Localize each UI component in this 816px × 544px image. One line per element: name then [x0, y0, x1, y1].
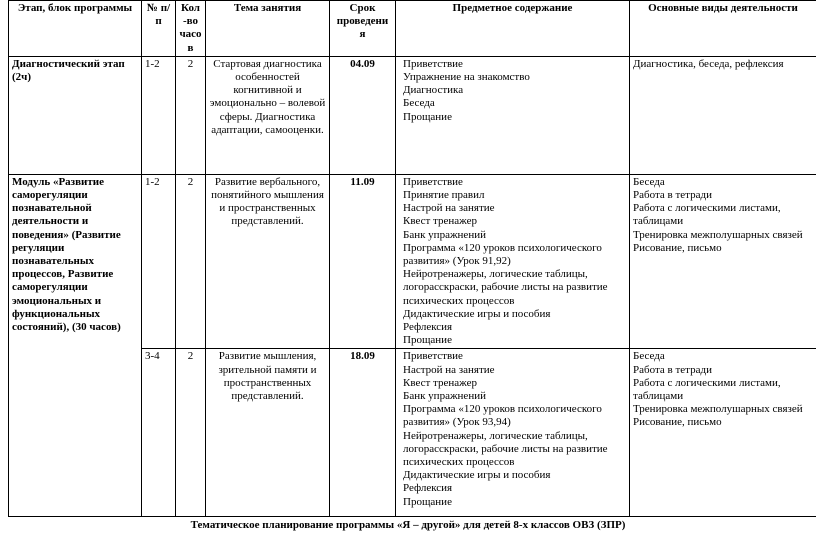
header-row — [9, 1, 816, 57]
stage-cell: Модуль «Развитие саморегуляции познавательной деятельности и поведения» (Развитие регуляции познавательных процессов, Развитие саморегуляции эмоциональных и функциональных состояний), (30 часов) — [9, 174, 142, 517]
content-item: Программа «120 уроков психологического развития» (Урок 93,94) — [403, 403, 602, 429]
activity-item: Рисование, письмо — [633, 241, 722, 254]
table-caption: Тематическое планирование программы «Я – другой» для детей 8-х классов ОВЗ (ЗПР) — [190, 519, 626, 531]
content-item: Нейротренажеры, логические таблицы, логорасскраски, рабочие листы на развитие психических процессов — [403, 429, 608, 469]
content-item: Рефлексия — [403, 482, 453, 495]
content-item: Приветствие — [403, 57, 463, 70]
content-cell — [396, 56, 630, 174]
content-item: Прощание — [403, 495, 452, 508]
header-date: Срок проведени я — [330, 1, 396, 57]
content-item: Прощание — [403, 334, 452, 347]
content-item: Прощание — [403, 110, 452, 123]
content-item: Нейротренажеры, логические таблицы, логорасскраски, рабочие листы на развитие психических процессов — [403, 268, 608, 307]
content-item: Принятие правил — [403, 189, 485, 202]
activity-item: Работа в тетради — [633, 363, 712, 376]
num-cell: 1-2 — [142, 174, 176, 349]
header-stage: Этап, блок программы — [9, 1, 142, 57]
date-cell: 04.09 — [330, 56, 396, 174]
stage-cell: Диагностический этап (2ч) — [9, 56, 142, 174]
date-cell: 11.09 — [330, 174, 396, 349]
header-activities: Основные виды деятельности — [630, 1, 816, 57]
content-item: Беседа — [403, 97, 435, 110]
planning-table — [8, 0, 816, 517]
header-topic: Тема занятия — [206, 1, 330, 57]
content-item: Приветствие — [403, 350, 463, 363]
content-item: Квест тренажер — [403, 376, 477, 389]
activity-item: Беседа — [633, 350, 665, 363]
table-row — [9, 56, 816, 174]
activity-item: Работа с логическими листами, таблицами — [633, 202, 781, 228]
content-item: Банк упражнений — [403, 228, 486, 241]
content-item: Настрой на занятие — [403, 202, 495, 215]
table-row — [9, 174, 816, 349]
hours-cell: 2 — [176, 56, 206, 174]
content-item: Упражнение на знакомство — [403, 71, 530, 84]
header-hours: Кол -во часо в — [176, 1, 206, 57]
activity-item: Диагностика, беседа, рефлексия — [633, 57, 784, 70]
content-item: Рефлексия — [403, 321, 453, 334]
content-item: Программа «120 уроков психологического развития» (Урок 91,92) — [403, 241, 602, 268]
topic-cell: Развитие мышления, зрительной памяти и пространственных представлений. — [206, 349, 330, 517]
hours-cell: 2 — [176, 174, 206, 349]
header-num: № п/п — [142, 1, 176, 57]
date-cell: 18.09 — [330, 349, 396, 517]
num-cell: 3-4 — [142, 349, 176, 517]
topic-cell: Развитие вербального, понятийного мышления и пространственных представлений. — [206, 174, 330, 349]
content-item: Диагностика — [403, 84, 464, 97]
hours-cell: 2 — [176, 349, 206, 517]
content-item: Квест тренажер — [403, 215, 477, 228]
topic-cell: Стартовая диагностика особенностей когнитивной и эмоционально – волевой сферы. Диагностика адаптации, самооценки. — [206, 56, 330, 174]
activity-item: Беседа — [633, 175, 665, 188]
content-cell — [396, 349, 630, 517]
content-cell — [396, 174, 630, 349]
content-item: Настрой на занятие — [403, 363, 495, 376]
content-item: Банк упражнений — [403, 390, 486, 403]
header-content: Предметное содержание — [396, 1, 630, 57]
content-item: Дидактические игры и пособия — [403, 469, 551, 482]
activity-item: Рисование, письмо — [633, 416, 722, 429]
activity-item: Работа в тетради — [633, 189, 712, 202]
content-item: Дидактические игры и пособия — [403, 307, 551, 320]
activities-cell — [630, 349, 816, 517]
activities-cell — [630, 56, 816, 174]
activities-cell — [630, 174, 816, 349]
content-item: Приветствие — [403, 175, 463, 188]
activity-item: Тренировка межполушарных связей — [633, 228, 803, 241]
num-cell: 1-2 — [142, 56, 176, 174]
activity-item: Работа с логическими листами, таблицами — [633, 376, 781, 403]
activity-item: Тренировка межполушарных связей — [633, 403, 803, 416]
